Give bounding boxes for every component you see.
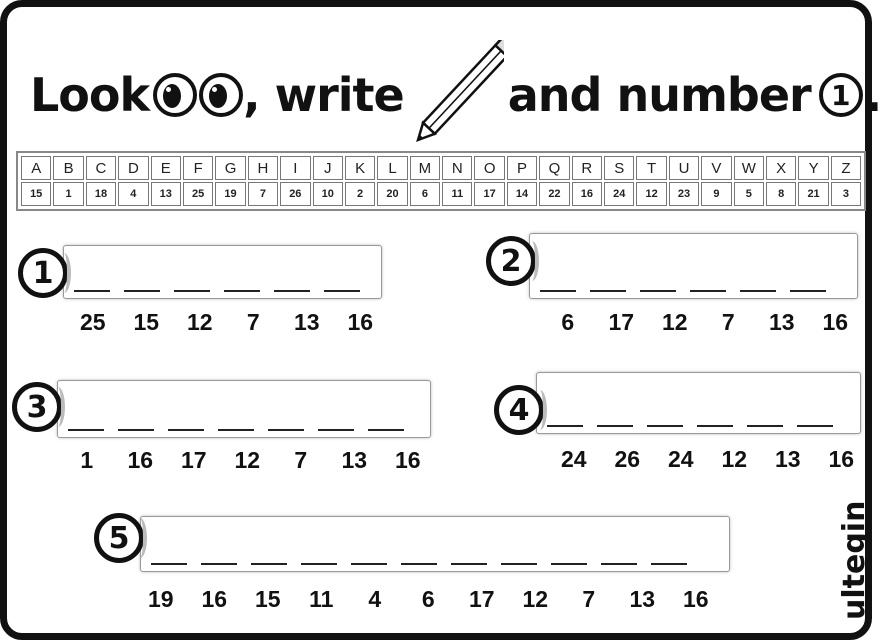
question-number-4: 4 bbox=[494, 385, 544, 435]
answer-blank[interactable] bbox=[401, 563, 437, 565]
key-numbers-row bbox=[21, 182, 861, 206]
key-number-t: 12 bbox=[636, 182, 666, 206]
key-letter-u: U bbox=[669, 156, 699, 180]
key-letter-z: Z bbox=[831, 156, 861, 180]
key-letter-y: Y bbox=[798, 156, 828, 180]
code-number: 16 bbox=[822, 309, 849, 335]
code-number: 7 bbox=[294, 447, 308, 473]
author-signature bbox=[818, 500, 878, 620]
code-number: 12 bbox=[234, 447, 261, 473]
key-number-k: 2 bbox=[345, 182, 375, 206]
answer-blank[interactable] bbox=[597, 425, 633, 427]
answer-blank[interactable] bbox=[640, 290, 676, 292]
key-number-m: 6 bbox=[410, 182, 440, 206]
code-number: 13 bbox=[768, 309, 795, 335]
key-number-q: 22 bbox=[539, 182, 569, 206]
key-number-y: 21 bbox=[798, 182, 828, 206]
answer-blank[interactable] bbox=[501, 563, 537, 565]
key-letter-s: S bbox=[604, 156, 634, 180]
key-number-d: 4 bbox=[118, 182, 148, 206]
code-number: 16 bbox=[127, 447, 154, 473]
key-number-j: 10 bbox=[313, 182, 343, 206]
answer-box-1[interactable] bbox=[63, 245, 382, 299]
code-number: 16 bbox=[347, 309, 374, 335]
answer-blank[interactable] bbox=[797, 425, 833, 427]
code-number: 6 bbox=[421, 586, 435, 612]
code-number: 1 bbox=[80, 447, 94, 473]
answer-blank[interactable] bbox=[368, 429, 404, 431]
key-number-h: 7 bbox=[248, 182, 278, 206]
question-number-2: 2 bbox=[486, 236, 536, 286]
codes-4 bbox=[547, 446, 868, 473]
code-number: 7 bbox=[721, 309, 735, 335]
key-letter-k: K bbox=[345, 156, 375, 180]
code-number: 16 bbox=[682, 586, 709, 612]
answer-blank[interactable] bbox=[740, 290, 776, 292]
answer-blank[interactable] bbox=[551, 563, 587, 565]
key-letter-v: V bbox=[701, 156, 731, 180]
number-one-circle-icon: 1 bbox=[819, 73, 863, 117]
key-number-v: 9 bbox=[701, 182, 731, 206]
question-number-5: 5 bbox=[94, 513, 144, 563]
key-number-o: 17 bbox=[474, 182, 504, 206]
key-letter-x: X bbox=[766, 156, 796, 180]
code-number: 12 bbox=[186, 309, 213, 335]
code-number: 13 bbox=[774, 446, 801, 472]
key-number-l: 20 bbox=[377, 182, 407, 206]
answer-blank[interactable] bbox=[651, 563, 687, 565]
codes-2 bbox=[541, 309, 862, 336]
key-letter-f: F bbox=[183, 156, 213, 180]
answer-blank[interactable] bbox=[647, 425, 683, 427]
code-number: 24 bbox=[560, 446, 587, 472]
key-letter-p: P bbox=[507, 156, 537, 180]
key-letter-a: A bbox=[21, 156, 51, 180]
key-number-b: 1 bbox=[53, 182, 83, 206]
codes-3 bbox=[60, 447, 435, 474]
answer-blank[interactable] bbox=[690, 290, 726, 292]
code-number: 19 bbox=[147, 586, 174, 612]
key-letters-row bbox=[21, 156, 861, 180]
answer-blank[interactable] bbox=[124, 290, 160, 292]
answer-blank[interactable] bbox=[174, 290, 210, 292]
answer-blank[interactable] bbox=[547, 425, 583, 427]
key-number-g: 19 bbox=[215, 182, 245, 206]
answer-blank[interactable] bbox=[251, 563, 287, 565]
key-letter-q: Q bbox=[539, 156, 569, 180]
key-number-n: 11 bbox=[442, 182, 472, 206]
answer-blank[interactable] bbox=[118, 429, 154, 431]
signature-text: ultegin bbox=[837, 500, 872, 620]
left-eye-icon bbox=[153, 73, 197, 117]
key-number-p: 14 bbox=[507, 182, 537, 206]
worksheet-title bbox=[30, 62, 882, 128]
key-number-z: 3 bbox=[831, 182, 861, 206]
answer-box-2[interactable] bbox=[529, 233, 858, 299]
key-letter-g: G bbox=[215, 156, 245, 180]
key-number-u: 23 bbox=[669, 182, 699, 206]
code-number: 26 bbox=[614, 446, 641, 472]
key-letter-e: E bbox=[151, 156, 181, 180]
code-number: 17 bbox=[180, 447, 207, 473]
key-letter-i: I bbox=[280, 156, 310, 180]
codes-1 bbox=[66, 309, 387, 336]
answer-blank[interactable] bbox=[790, 290, 826, 292]
key-letter-w: W bbox=[734, 156, 764, 180]
code-number: 17 bbox=[608, 309, 635, 335]
code-number: 7 bbox=[246, 309, 260, 335]
key-number-x: 8 bbox=[766, 182, 796, 206]
key-letter-n: N bbox=[442, 156, 472, 180]
answer-blank[interactable] bbox=[697, 425, 733, 427]
key-letter-b: B bbox=[53, 156, 83, 180]
code-number: 24 bbox=[667, 446, 694, 472]
code-number: 13 bbox=[629, 586, 656, 612]
key-letter-r: R bbox=[572, 156, 602, 180]
code-number: 16 bbox=[828, 446, 855, 472]
code-number: 13 bbox=[293, 309, 320, 335]
answer-blank[interactable] bbox=[601, 563, 637, 565]
code-number: 16 bbox=[201, 586, 228, 612]
title-and-number: and number bbox=[507, 68, 811, 122]
key-letter-c: C bbox=[86, 156, 116, 180]
eyes-icon bbox=[153, 73, 243, 117]
title-period: . bbox=[864, 68, 882, 122]
key-number-a: 15 bbox=[21, 182, 51, 206]
code-number: 4 bbox=[368, 586, 382, 612]
key-letter-l: L bbox=[377, 156, 407, 180]
code-number: 11 bbox=[309, 586, 334, 612]
answer-blank[interactable] bbox=[268, 429, 304, 431]
key-number-i: 26 bbox=[280, 182, 310, 206]
answer-blank[interactable] bbox=[274, 290, 310, 292]
answer-blank[interactable] bbox=[540, 290, 576, 292]
key-number-w: 5 bbox=[734, 182, 764, 206]
pencil-icon bbox=[408, 40, 504, 150]
key-letter-m: M bbox=[410, 156, 440, 180]
code-number: 25 bbox=[79, 309, 106, 335]
title-write: , write bbox=[243, 68, 404, 122]
answer-blank[interactable] bbox=[74, 290, 110, 292]
code-number: 15 bbox=[133, 309, 160, 335]
answer-blank[interactable] bbox=[218, 429, 254, 431]
key-letter-t: T bbox=[636, 156, 666, 180]
question-number-1: 1 bbox=[18, 248, 68, 298]
key-number-f: 25 bbox=[183, 182, 213, 206]
code-number: 13 bbox=[341, 447, 368, 473]
answer-box-3[interactable] bbox=[57, 380, 431, 438]
answer-blank[interactable] bbox=[451, 563, 487, 565]
answer-blank[interactable] bbox=[168, 429, 204, 431]
answer-blank[interactable] bbox=[351, 563, 387, 565]
answer-blank[interactable] bbox=[68, 429, 104, 431]
key-letter-h: H bbox=[248, 156, 278, 180]
answer-blank[interactable] bbox=[747, 425, 783, 427]
key-letter-o: O bbox=[474, 156, 504, 180]
answer-blank[interactable] bbox=[301, 563, 337, 565]
codes-5 bbox=[134, 586, 723, 613]
title-look: Look bbox=[30, 68, 150, 122]
answer-box-5[interactable] bbox=[140, 516, 730, 572]
key-number-c: 18 bbox=[86, 182, 116, 206]
code-number: 12 bbox=[661, 309, 688, 335]
code-number: 16 bbox=[394, 447, 421, 473]
code-number: 12 bbox=[721, 446, 748, 472]
key-number-s: 24 bbox=[604, 182, 634, 206]
key-letter-d: D bbox=[118, 156, 148, 180]
answer-blank[interactable] bbox=[318, 429, 354, 431]
answer-blank[interactable] bbox=[201, 563, 237, 565]
key-letter-j: J bbox=[313, 156, 343, 180]
key-number-r: 16 bbox=[572, 182, 602, 206]
code-number: 12 bbox=[522, 586, 549, 612]
answer-blank[interactable] bbox=[151, 563, 187, 565]
key-number-e: 13 bbox=[151, 182, 181, 206]
code-number: 6 bbox=[561, 309, 575, 335]
code-number: 7 bbox=[582, 586, 596, 612]
code-number: 17 bbox=[468, 586, 495, 612]
code-number: 15 bbox=[254, 586, 281, 612]
right-eye-icon bbox=[199, 73, 243, 117]
answer-blank[interactable] bbox=[590, 290, 626, 292]
answer-blank[interactable] bbox=[324, 290, 360, 292]
question-number-3: 3 bbox=[12, 382, 62, 432]
answer-blank[interactable] bbox=[224, 290, 260, 292]
letter-number-key bbox=[16, 151, 866, 211]
answer-box-4[interactable] bbox=[536, 372, 861, 434]
